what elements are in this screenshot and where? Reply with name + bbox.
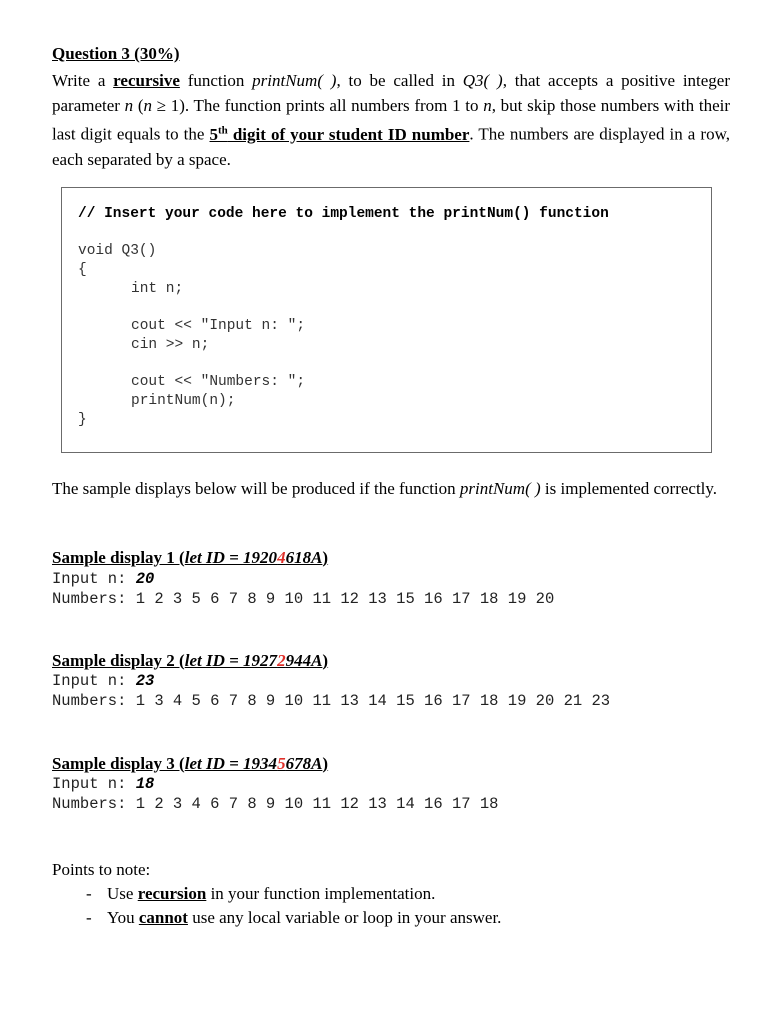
sample-3-input-line	[52, 775, 154, 793]
code-line-4: cout << "Input n: ";	[131, 318, 306, 334]
code-line-6: cout << "Numbers: ";	[131, 374, 306, 390]
code-line-8: }	[78, 412, 87, 428]
fifth-superscript: th	[218, 124, 228, 136]
param-n-range: n	[483, 96, 492, 115]
sample-1-input-label: Input n:	[52, 570, 136, 588]
note-2-text-c: use any local variable or loop in your answer.	[187, 908, 502, 927]
sample-3-title-d: )	[322, 754, 329, 773]
sample-1-input-value: 20	[135, 570, 155, 588]
question-description	[52, 68, 730, 172]
note-2-dash: -	[86, 908, 92, 927]
note-2-emphasis: cannot	[138, 908, 188, 927]
sample-intro-text-2: is implemented correctly.	[540, 479, 718, 498]
intro-text-2: function	[179, 71, 253, 90]
sample-1-title-c: 618A	[285, 548, 323, 567]
sample-1-input-line	[52, 570, 154, 588]
sample-1-highlight-digit: 4	[277, 548, 286, 567]
sample-2-input-label: Input n:	[52, 672, 136, 690]
sample-1-title-d: )	[322, 548, 329, 567]
sample-2-title-b: let ID = 1927	[184, 651, 278, 670]
sample-2-title-d: )	[322, 651, 329, 670]
code-line-2: {	[78, 262, 87, 278]
sample-3-title-a: Sample display 3 (	[52, 754, 185, 773]
sample-3-title-b: let ID = 1934	[184, 754, 278, 773]
code-line-5: cin >> n;	[131, 337, 210, 353]
sample-2-title-a: Sample display 2 (	[52, 651, 185, 670]
intro-text-5: (	[133, 96, 144, 115]
sample-3-title	[52, 754, 328, 774]
param-n: n	[124, 96, 134, 115]
intro-text-7: , but skip those numbers with their last digit equals to the	[52, 96, 731, 144]
fifth-rest: digit of your student ID number	[227, 124, 470, 144]
recursive-emphasis: recursive	[113, 71, 180, 90]
sample-3-input-label: Input n:	[52, 775, 136, 793]
param-n-condition: n	[143, 96, 153, 115]
fifth-number: 5	[209, 124, 218, 144]
note-1-text-c: in your function implementation.	[206, 884, 436, 903]
note-2	[86, 908, 501, 928]
note-1-text-a: Use	[107, 884, 138, 903]
note-1-dash: -	[86, 884, 92, 903]
sample-2-input-line	[52, 672, 154, 690]
sample-intro	[52, 476, 730, 501]
sample-intro-text-1: The sample displays below will be produced if the function	[52, 479, 460, 498]
code-comment: // Insert your code here to implement the printNum() function	[78, 206, 609, 222]
code-box	[61, 187, 712, 453]
sample-1-title	[52, 548, 328, 568]
code-line-3: int n;	[131, 281, 184, 297]
intro-text-1: Write a	[52, 71, 114, 90]
student-id-digit-emphasis	[210, 125, 470, 144]
function-name: printNum( )	[252, 71, 337, 90]
caller-function-name: Q3( )	[462, 71, 503, 90]
sample-2-highlight-digit: 2	[277, 651, 286, 670]
sample-2-input-value: 23	[135, 672, 155, 690]
question-heading: Question 3 (30%)	[52, 44, 180, 63]
sample-1-title-b: let ID = 1920	[184, 548, 278, 567]
sample-2-numbers: Numbers: 1 3 4 5 6 7 8 9 10 11 13 14 15 16 17 18 19 20 21 23	[52, 692, 611, 710]
intro-text-6: ≥ 1). The function prints all numbers from 1 to	[152, 96, 484, 115]
intro-text-8: . The numbers are displayed in a row, each separated by a space.	[52, 124, 730, 169]
notes-title: Points to note:	[52, 860, 151, 879]
sample-3-numbers: Numbers: 1 2 3 4 6 7 8 9 10 11 12 13 14 16 17 18	[52, 795, 499, 813]
code-line-1: void Q3()	[78, 243, 157, 259]
sample-3-input-value: 18	[135, 775, 155, 793]
note-1	[86, 884, 435, 904]
note-2-text-a: You	[107, 908, 139, 927]
intro-text-3: , to be called in	[336, 71, 463, 90]
code-line-7: printNum(n);	[131, 393, 236, 409]
sample-3-title-c: 678A	[285, 754, 323, 773]
sample-1-numbers: Numbers: 1 2 3 5 6 7 8 9 10 11 12 13 15 16 17 18 19 20	[52, 590, 555, 608]
sample-1-title-a: Sample display 1 (	[52, 548, 185, 567]
note-1-emphasis: recursion	[137, 884, 207, 903]
sample-intro-function: printNum( )	[459, 479, 541, 498]
sample-2-title-c: 944A	[285, 651, 323, 670]
sample-2-title	[52, 651, 328, 671]
sample-3-highlight-digit: 5	[277, 754, 286, 773]
intro-text-4: , that accepts a positive integer parameter	[52, 71, 731, 115]
